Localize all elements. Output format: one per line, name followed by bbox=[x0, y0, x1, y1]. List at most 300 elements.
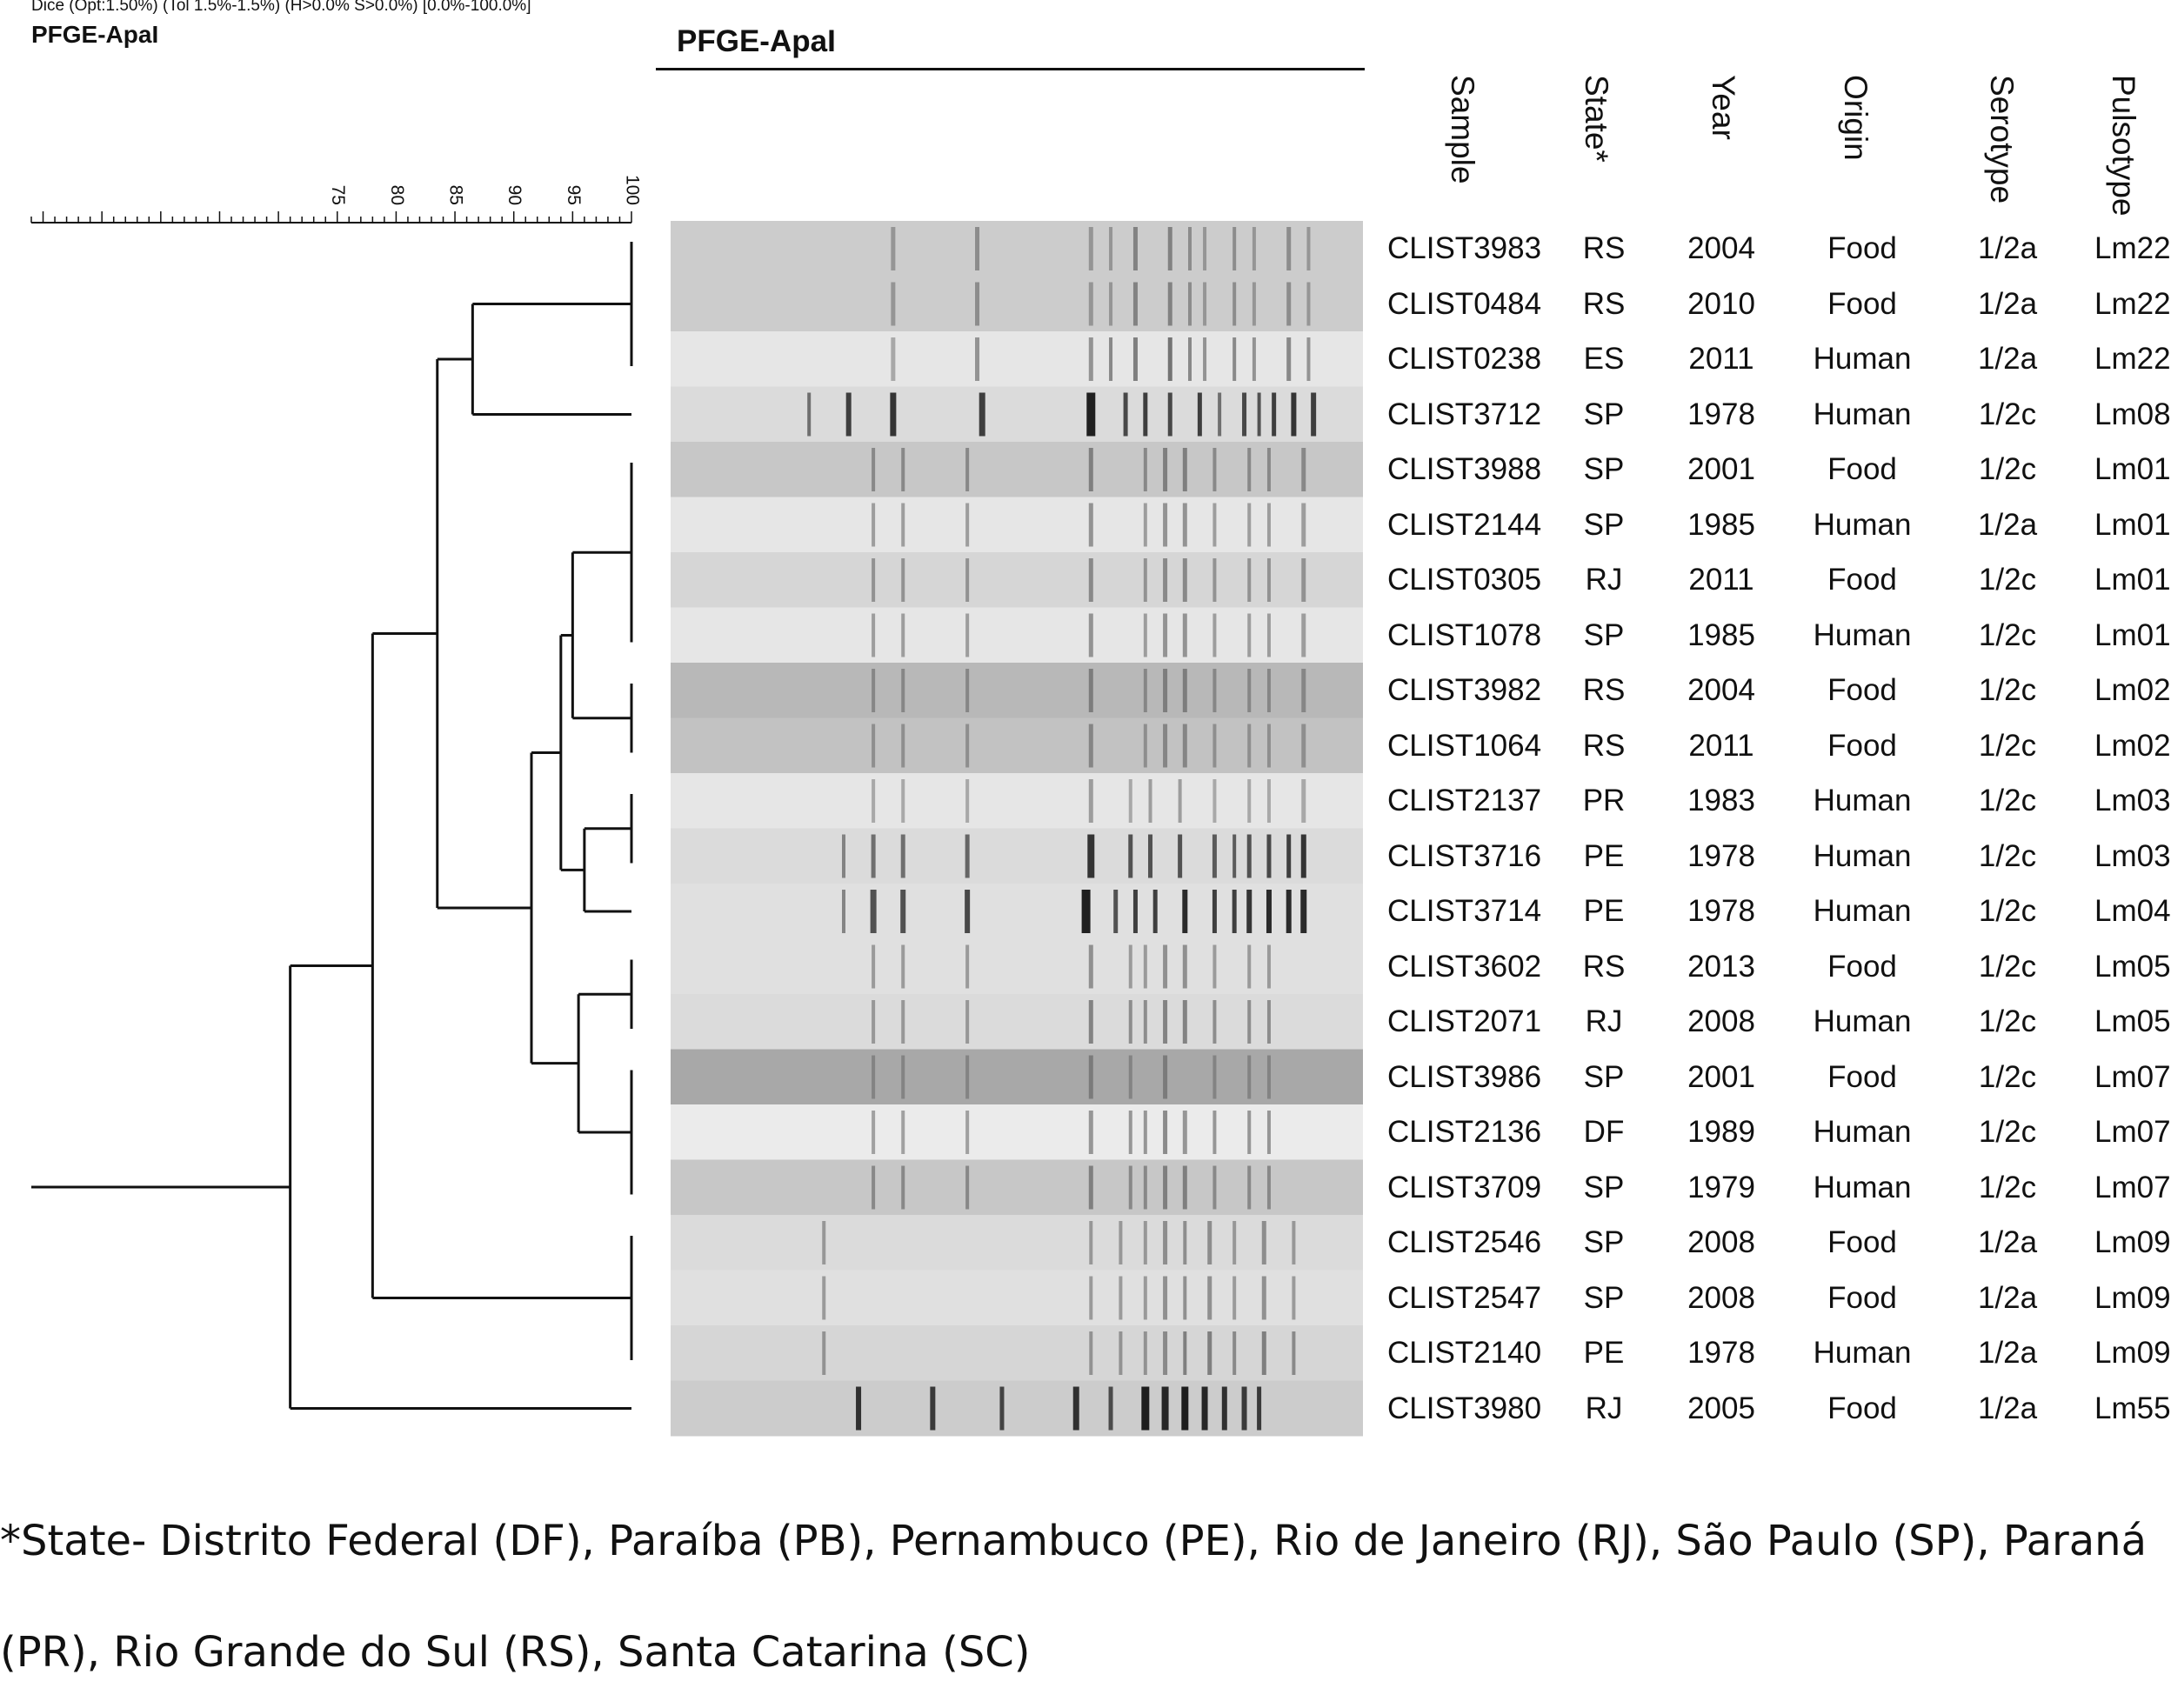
gel-band bbox=[1247, 1056, 1251, 1099]
cell-origin: Food bbox=[1827, 563, 1897, 597]
scale-tick-label: 100 bbox=[622, 174, 643, 205]
gel-band bbox=[1144, 614, 1147, 657]
column-header-state: State* bbox=[1579, 75, 1614, 163]
cell-sample: CLIST2137 bbox=[1387, 784, 1542, 817]
gel-band bbox=[1247, 945, 1251, 989]
cell-origin: Human bbox=[1813, 784, 1912, 817]
gel-band bbox=[1218, 393, 1221, 437]
gel-band bbox=[1119, 1331, 1122, 1375]
cell-origin: Food bbox=[1827, 1280, 1897, 1315]
gel-band bbox=[1089, 337, 1093, 381]
gel-band bbox=[1168, 337, 1172, 381]
cell-state: RJ bbox=[1585, 563, 1623, 597]
gel-band bbox=[1212, 945, 1216, 989]
gel-band bbox=[1232, 1331, 1236, 1375]
gel-band bbox=[1124, 393, 1128, 437]
gel-band bbox=[1163, 1277, 1167, 1320]
gel-lane bbox=[671, 1160, 1363, 1216]
gel-band bbox=[1183, 448, 1187, 491]
cell-pulsotype: Lm04 bbox=[2094, 894, 2171, 928]
cell-pulsotype: Lm01 bbox=[2094, 617, 2171, 652]
gel-band bbox=[1183, 504, 1187, 547]
gel-band bbox=[1212, 724, 1216, 768]
gel-band bbox=[872, 835, 876, 878]
gel-band bbox=[1247, 504, 1251, 547]
cell-year: 1985 bbox=[1687, 507, 1755, 542]
gel-band bbox=[1257, 1387, 1261, 1431]
cell-sample: CLIST3982 bbox=[1387, 673, 1542, 707]
gel-band bbox=[1163, 1056, 1167, 1099]
gel-band bbox=[1089, 945, 1093, 989]
gel-band bbox=[891, 227, 895, 270]
gel-band bbox=[1163, 1166, 1167, 1210]
gel-band bbox=[1247, 1166, 1251, 1210]
gel-band bbox=[965, 558, 969, 602]
cell-year: 2011 bbox=[1688, 728, 1754, 763]
pfge-gel bbox=[671, 221, 1363, 1437]
gel-band bbox=[1178, 835, 1182, 878]
cell-serotype: 1/2a bbox=[1977, 1391, 2038, 1425]
gel-band bbox=[872, 558, 875, 602]
cell-pulsotype: Lm22 bbox=[2094, 342, 2171, 376]
cell-year: 1978 bbox=[1687, 397, 1755, 431]
cell-year: 1985 bbox=[1687, 617, 1755, 652]
gel-band bbox=[965, 1166, 969, 1210]
gel-band bbox=[1181, 1387, 1188, 1431]
gel-band bbox=[872, 779, 875, 823]
gel-band bbox=[965, 504, 969, 547]
gel-band bbox=[965, 1111, 969, 1154]
gel-band bbox=[1089, 1111, 1093, 1154]
gel-lane bbox=[671, 884, 1363, 939]
gel-band bbox=[1301, 835, 1306, 878]
gel-band bbox=[1286, 227, 1291, 270]
cell-pulsotype: Lm01 bbox=[2094, 563, 2171, 597]
cell-sample: CLIST0484 bbox=[1387, 286, 1542, 321]
cell-pulsotype: Lm09 bbox=[2094, 1280, 2171, 1315]
gel-band bbox=[975, 337, 979, 381]
cell-year: 2008 bbox=[1687, 1225, 1755, 1259]
gel-lane bbox=[671, 497, 1363, 553]
gel-band bbox=[1163, 945, 1167, 989]
gel-lane bbox=[671, 1271, 1363, 1326]
gel-band bbox=[975, 283, 979, 326]
cell-pulsotype: Lm02 bbox=[2094, 728, 2171, 763]
cell-state: RS bbox=[1582, 949, 1626, 984]
gel-band bbox=[1203, 227, 1206, 270]
column-header-pulsotype: Pulsotype bbox=[2106, 75, 2141, 217]
gel-band bbox=[1232, 835, 1236, 878]
gel-band bbox=[872, 724, 875, 768]
gel-band bbox=[1292, 1331, 1295, 1375]
gel-band bbox=[872, 1000, 875, 1044]
gel-band bbox=[1183, 1111, 1187, 1154]
gel-band bbox=[1267, 1000, 1271, 1044]
gel-band bbox=[1188, 227, 1192, 270]
gel-band bbox=[1183, 945, 1187, 989]
gel-band bbox=[1286, 835, 1291, 878]
gel-band bbox=[1286, 890, 1292, 933]
gel-band bbox=[872, 504, 875, 547]
gel-band bbox=[872, 1166, 875, 1210]
gel-band bbox=[1188, 337, 1192, 381]
cell-serotype: 1/2a bbox=[1977, 231, 2038, 265]
cell-pulsotype: Lm05 bbox=[2094, 1004, 2171, 1038]
gel-band bbox=[1286, 337, 1291, 381]
cell-year: 1978 bbox=[1687, 894, 1755, 928]
gel-band bbox=[1267, 724, 1271, 768]
gel-lane bbox=[671, 608, 1363, 664]
gel-band bbox=[1089, 1000, 1093, 1044]
cell-state: SP bbox=[1583, 507, 1625, 542]
gel-band bbox=[1113, 890, 1118, 933]
cell-serotype: 1/2c bbox=[1978, 894, 2037, 928]
cell-origin: Human bbox=[1813, 1336, 1912, 1370]
cell-origin: Human bbox=[1813, 1004, 1912, 1038]
cell-year: 2004 bbox=[1687, 673, 1755, 707]
scale-tick-label: 85 bbox=[445, 184, 466, 205]
gel-band bbox=[1163, 1221, 1167, 1264]
gel-band bbox=[1144, 945, 1147, 989]
gel-band bbox=[1232, 283, 1236, 326]
cell-sample: CLIST2071 bbox=[1387, 1004, 1542, 1038]
gel-band bbox=[965, 890, 970, 933]
cell-sample: CLIST3716 bbox=[1387, 838, 1542, 873]
cell-pulsotype: Lm03 bbox=[2094, 838, 2171, 873]
gel-band bbox=[1267, 558, 1271, 602]
gel-band bbox=[1163, 1111, 1167, 1154]
gel-band bbox=[1267, 504, 1271, 547]
cell-year: 2008 bbox=[1687, 1004, 1755, 1038]
gel-band bbox=[1089, 779, 1093, 823]
cell-origin: Food bbox=[1827, 949, 1897, 984]
gel-band bbox=[1129, 779, 1132, 823]
gel-band bbox=[1212, 504, 1216, 547]
gel-band bbox=[1133, 337, 1138, 381]
cell-origin: Human bbox=[1813, 342, 1912, 376]
gel-band bbox=[1212, 779, 1216, 823]
gel-band bbox=[1203, 337, 1206, 381]
gel-band bbox=[1163, 504, 1167, 547]
gel-band bbox=[1301, 558, 1306, 602]
gel-band bbox=[901, 945, 905, 989]
gel-band bbox=[975, 227, 979, 270]
gel-band bbox=[1242, 393, 1246, 437]
cell-origin: Food bbox=[1827, 728, 1897, 763]
gel-lane bbox=[671, 221, 1363, 277]
cell-sample: CLIST3983 bbox=[1387, 231, 1542, 265]
cell-year: 2010 bbox=[1687, 286, 1755, 321]
gel-lane bbox=[671, 1104, 1363, 1160]
gel-band bbox=[930, 1387, 935, 1431]
gel-band bbox=[965, 945, 969, 989]
gel-band bbox=[1242, 1387, 1247, 1431]
cell-serotype: 1/2a bbox=[1977, 286, 2038, 321]
gel-band bbox=[1183, 614, 1187, 657]
gel-band bbox=[965, 614, 969, 657]
gel-band bbox=[1306, 337, 1310, 381]
gel-band bbox=[1212, 1056, 1216, 1099]
gel-band bbox=[1247, 448, 1251, 491]
cell-serotype: 1/2a bbox=[1977, 1225, 2038, 1259]
gel-band bbox=[965, 1000, 969, 1044]
column-header-serotype: Serotype bbox=[1984, 75, 2020, 204]
scale-tick-label: 90 bbox=[504, 184, 525, 205]
scale-tick-label: 75 bbox=[328, 184, 349, 205]
gel-band bbox=[1144, 448, 1147, 491]
cell-pulsotype: Lm22 bbox=[2094, 231, 2171, 265]
gel-band bbox=[1089, 1221, 1092, 1264]
gel-lane bbox=[671, 718, 1363, 774]
gel-band bbox=[1301, 448, 1306, 491]
dendrogram-title: PFGE-ApaI bbox=[31, 21, 159, 48]
gel-band bbox=[872, 448, 875, 491]
gel-band bbox=[901, 1166, 905, 1210]
gel-band bbox=[901, 558, 905, 602]
cell-serotype: 1/2c bbox=[1978, 1170, 2037, 1204]
gel-band bbox=[1252, 283, 1256, 326]
column-header-origin: Origin bbox=[1838, 75, 1874, 161]
gel-band bbox=[890, 393, 896, 437]
gel-band bbox=[1109, 283, 1112, 326]
gel-band bbox=[1246, 890, 1252, 933]
cell-year: 1979 bbox=[1687, 1170, 1755, 1204]
gel-band bbox=[1119, 1277, 1122, 1320]
cell-state: SP bbox=[1583, 452, 1625, 486]
cell-serotype: 1/2a bbox=[1977, 1280, 2038, 1315]
gel-band bbox=[1073, 1387, 1079, 1431]
cell-state: RJ bbox=[1585, 1391, 1623, 1425]
gel-band bbox=[965, 669, 969, 712]
gel-band bbox=[871, 890, 877, 933]
gel-band bbox=[1183, 1331, 1186, 1375]
gel-band bbox=[901, 1056, 905, 1099]
gel-band bbox=[1212, 835, 1217, 878]
gel-band bbox=[1301, 669, 1306, 712]
gel-band bbox=[1232, 337, 1236, 381]
gel-band bbox=[901, 835, 905, 878]
cell-sample: CLIST3986 bbox=[1387, 1059, 1542, 1094]
dendrogram bbox=[31, 242, 631, 1409]
similarity-scale bbox=[31, 175, 642, 223]
cell-origin: Food bbox=[1827, 1225, 1897, 1259]
gel-band bbox=[1109, 1387, 1113, 1431]
gel-band bbox=[1089, 504, 1093, 547]
scale-tick-label: 80 bbox=[386, 184, 407, 205]
gel-band bbox=[1163, 1331, 1167, 1375]
gel-band bbox=[1087, 835, 1094, 878]
gel-band bbox=[1162, 1387, 1169, 1431]
gel-band bbox=[901, 614, 905, 657]
gel-band bbox=[1267, 614, 1271, 657]
gel-band bbox=[1212, 558, 1216, 602]
gel-band bbox=[1267, 448, 1271, 491]
gel-band bbox=[1232, 1277, 1236, 1320]
gel-lane bbox=[671, 442, 1363, 497]
gel-band bbox=[1291, 393, 1296, 437]
cell-sample: CLIST2546 bbox=[1387, 1225, 1542, 1259]
gel-band bbox=[1089, 669, 1093, 712]
gel-band bbox=[1247, 1000, 1251, 1044]
gel-lane bbox=[671, 277, 1363, 332]
gel-band bbox=[901, 1000, 905, 1044]
cell-origin: Food bbox=[1827, 1059, 1897, 1094]
gel-band bbox=[1300, 890, 1306, 933]
gel-band bbox=[999, 1387, 1004, 1431]
gel-band bbox=[1144, 504, 1147, 547]
gel-band bbox=[1286, 283, 1291, 326]
cell-state: PE bbox=[1583, 894, 1625, 928]
gel-band bbox=[891, 337, 895, 381]
cell-year: 2011 bbox=[1688, 563, 1754, 597]
gel-band bbox=[1247, 724, 1251, 768]
gel-band bbox=[1252, 227, 1256, 270]
cell-serotype: 1/2c bbox=[1978, 1115, 2037, 1149]
gel-band bbox=[1301, 724, 1306, 768]
gel-band bbox=[1267, 669, 1271, 712]
gel-band bbox=[1133, 283, 1138, 326]
cell-origin: Human bbox=[1813, 838, 1912, 873]
gel-lane bbox=[671, 994, 1363, 1050]
gel-band bbox=[1089, 1056, 1093, 1099]
gel-band bbox=[1301, 614, 1306, 657]
gel-band bbox=[1232, 890, 1237, 933]
gel-band bbox=[1089, 1277, 1092, 1320]
gel-band bbox=[1207, 1221, 1212, 1264]
gel-band bbox=[1179, 779, 1182, 823]
cell-state: SP bbox=[1583, 397, 1625, 431]
gel-band bbox=[1183, 724, 1187, 768]
cell-sample: CLIST0305 bbox=[1387, 563, 1542, 597]
gel-lane bbox=[671, 1050, 1363, 1105]
gel-band bbox=[1183, 669, 1187, 712]
gel-band bbox=[1163, 614, 1167, 657]
cell-serotype: 1/2c bbox=[1978, 397, 2037, 431]
gel-band bbox=[1089, 283, 1093, 326]
gel-band bbox=[965, 779, 969, 823]
cell-state: SP bbox=[1583, 617, 1625, 652]
gel-band bbox=[1182, 890, 1187, 933]
gel-band bbox=[1267, 1166, 1271, 1210]
gel-band bbox=[822, 1221, 825, 1264]
gel-band bbox=[900, 890, 905, 933]
gel-band bbox=[842, 890, 845, 933]
gel-band bbox=[1168, 283, 1172, 326]
cell-serotype: 1/2c bbox=[1978, 673, 2037, 707]
gel-band bbox=[1082, 890, 1091, 933]
gel-band bbox=[1258, 393, 1261, 437]
gel-band bbox=[1168, 393, 1172, 437]
column-header-year: Year bbox=[1706, 75, 1741, 140]
cell-origin: Food bbox=[1827, 673, 1897, 707]
cell-year: 2001 bbox=[1687, 1059, 1755, 1094]
cell-sample: CLIST3988 bbox=[1387, 452, 1542, 486]
gel-band bbox=[1311, 393, 1316, 437]
cell-serotype: 1/2a bbox=[1977, 507, 2038, 542]
gel-band bbox=[1183, 1277, 1186, 1320]
gel-band bbox=[872, 945, 875, 989]
cell-pulsotype: Lm22 bbox=[2094, 286, 2171, 321]
gel-band bbox=[1262, 1277, 1266, 1320]
gel-band bbox=[1086, 393, 1095, 437]
cell-serotype: 1/2c bbox=[1978, 452, 2037, 486]
cell-origin: Human bbox=[1813, 1115, 1912, 1149]
gel-band bbox=[1198, 393, 1202, 437]
gel-lane bbox=[671, 1215, 1363, 1271]
cell-pulsotype: Lm01 bbox=[2094, 452, 2171, 486]
cell-pulsotype: Lm09 bbox=[2094, 1336, 2171, 1370]
gel-band bbox=[1212, 669, 1216, 712]
gel-band bbox=[1262, 1331, 1266, 1375]
gel-band bbox=[822, 1277, 825, 1320]
gel-band bbox=[1247, 614, 1251, 657]
cell-state: SP bbox=[1583, 1280, 1625, 1315]
cell-pulsotype: Lm07 bbox=[2094, 1059, 2171, 1094]
gel-band bbox=[965, 724, 969, 768]
gel-band bbox=[1267, 1056, 1271, 1099]
gel-band bbox=[1267, 945, 1271, 989]
cell-sample: CLIST3712 bbox=[1387, 397, 1542, 431]
gel-band bbox=[1089, 614, 1093, 657]
cell-sample: CLIST3602 bbox=[1387, 949, 1542, 984]
cell-pulsotype: Lm07 bbox=[2094, 1170, 2171, 1204]
gel-band bbox=[1089, 724, 1093, 768]
cell-origin: Human bbox=[1813, 507, 1912, 542]
gel-lane bbox=[671, 773, 1363, 829]
cell-sample: CLIST1064 bbox=[1387, 728, 1542, 763]
gel-band bbox=[1089, 1166, 1093, 1210]
gel-band bbox=[1292, 1277, 1295, 1320]
gel-lane bbox=[671, 331, 1363, 387]
cell-state: RS bbox=[1582, 286, 1626, 321]
gel-band bbox=[807, 393, 811, 437]
cell-sample: CLIST1078 bbox=[1387, 617, 1542, 652]
gel-band bbox=[1163, 1000, 1167, 1044]
cell-state: RS bbox=[1582, 728, 1626, 763]
gel-band bbox=[1144, 558, 1147, 602]
gel-band bbox=[1144, 1000, 1147, 1044]
cell-serotype: 1/2a bbox=[1977, 1336, 2038, 1370]
gel-band bbox=[872, 669, 875, 712]
gel-band bbox=[1153, 890, 1158, 933]
cell-year: 2004 bbox=[1687, 231, 1755, 265]
cell-serotype: 1/2c bbox=[1978, 563, 2037, 597]
gel-band bbox=[1133, 227, 1138, 270]
gel-band bbox=[979, 393, 985, 437]
gel-band bbox=[1144, 1221, 1147, 1264]
gel-band bbox=[1163, 669, 1167, 712]
gel-band bbox=[1207, 1277, 1212, 1320]
gel-band bbox=[872, 614, 875, 657]
cell-serotype: 1/2c bbox=[1978, 838, 2037, 873]
cell-origin: Food bbox=[1827, 231, 1897, 265]
cell-pulsotype: Lm08 bbox=[2094, 397, 2171, 431]
gel-lane bbox=[671, 1325, 1363, 1381]
gel-band bbox=[822, 1331, 825, 1375]
gel-band bbox=[1212, 614, 1216, 657]
cell-year: 2011 bbox=[1688, 342, 1754, 376]
cell-year: 1983 bbox=[1687, 784, 1755, 817]
cell-origin: Human bbox=[1813, 617, 1912, 652]
gel-band bbox=[1144, 724, 1147, 768]
gel-band bbox=[1301, 504, 1306, 547]
gel-band bbox=[1129, 1000, 1132, 1044]
scale-tick-label: 95 bbox=[563, 184, 584, 205]
gel-band bbox=[1212, 1111, 1216, 1154]
footnote-line-1: *State- Distrito Federal (DF), Paraíba (PB), Pernambuco (PE), Rio de Janeiro (RJ), São Paulo (SP), Paraná bbox=[0, 1517, 2148, 1565]
gel-band bbox=[1247, 558, 1251, 602]
gel-band bbox=[1247, 835, 1252, 878]
